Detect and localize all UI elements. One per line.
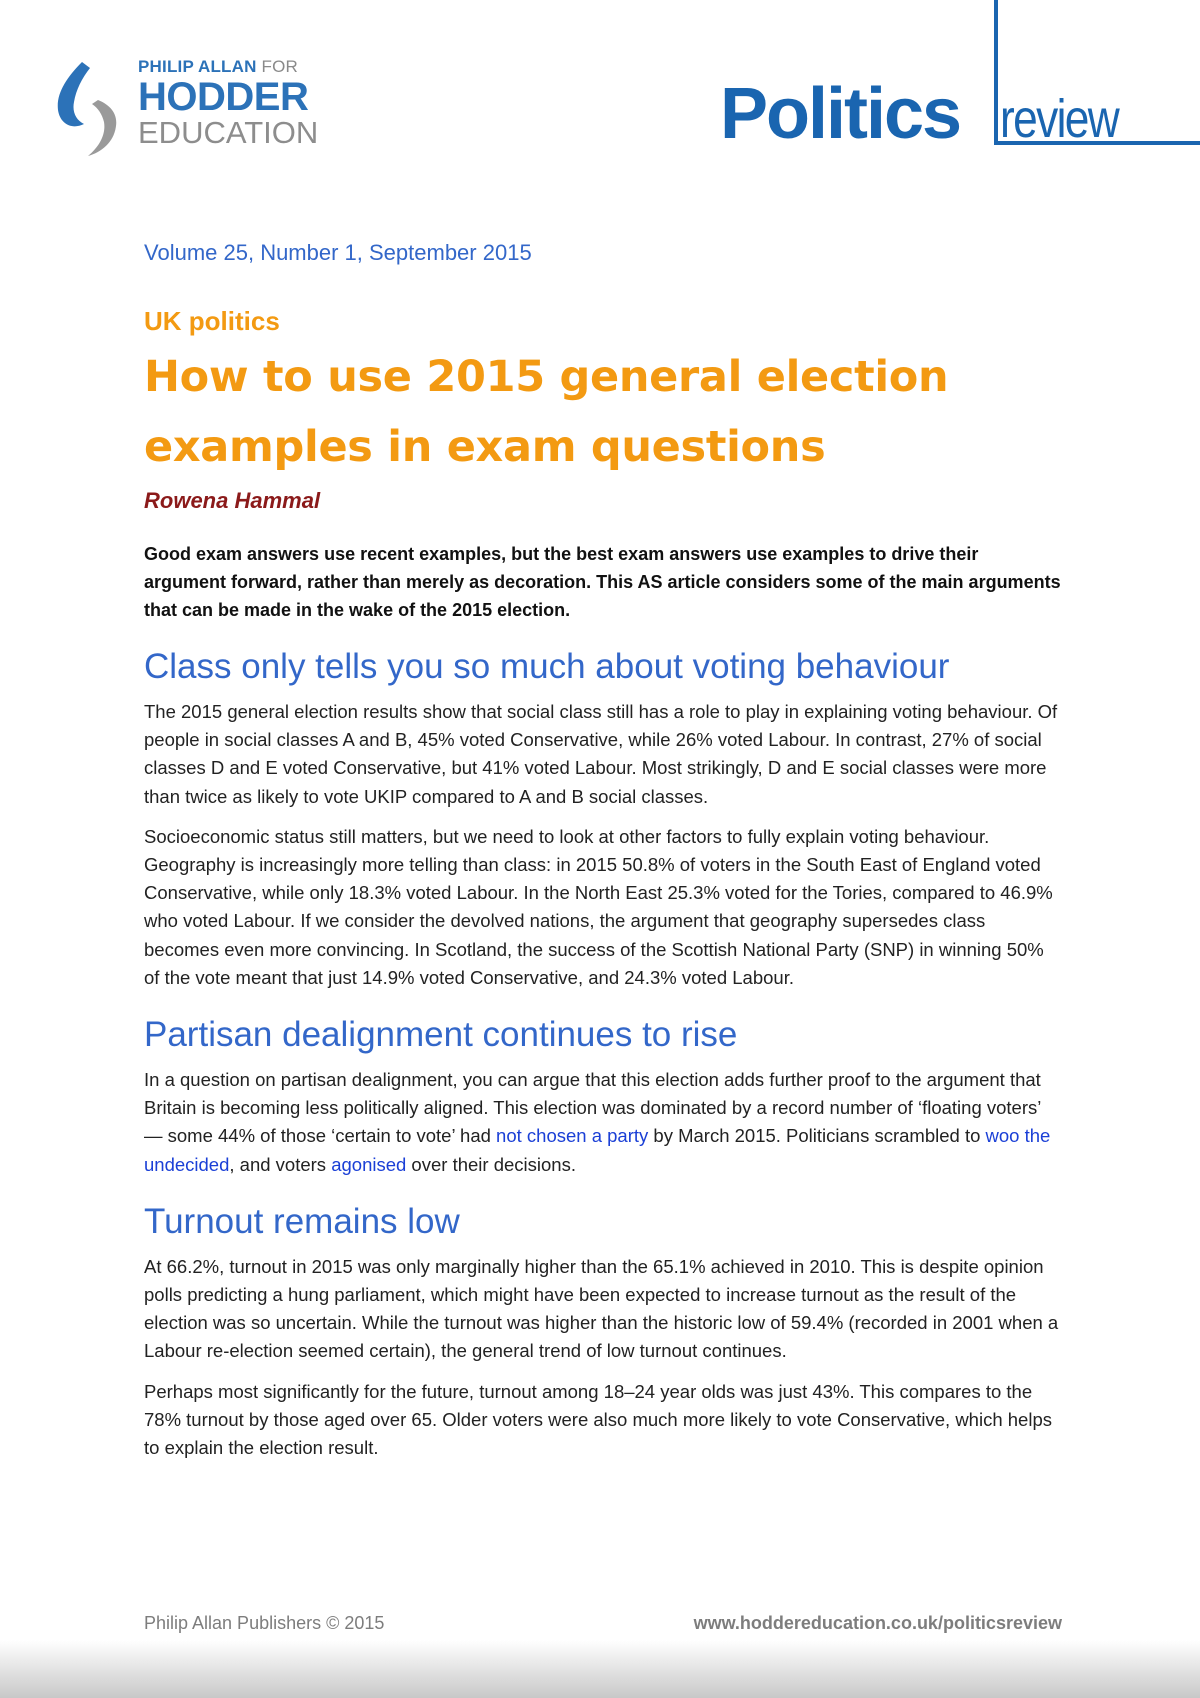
masthead-rule-vertical	[994, 0, 998, 145]
paragraph: The 2015 general election results show that social class still has a role to play in explaining voting behaviour. Of people in social classes A and B, 45% voted Conservative, while 26% voted Labour. In contrast, 27% of social classes D and E voted Conservative, but 41% voted Labour. Most strikingly, D and E social classes were more than twice as likely to vote UKIP compared to A and B social classes.	[144, 700, 1058, 807]
logo-line-education: EDUCATION	[138, 115, 319, 150]
not-chosen-a-party-link[interactable]: not chosen a party	[496, 1125, 649, 1147]
article-standfirst: Good exam answers use recent examples, but the best exam answers use examples to drive their argument forward, rather than merely as decoration. This AS article considers some of the main arguments that can be made in the wake of the 2015 election.	[144, 543, 1061, 620]
page-footer	[144, 1610, 1062, 1636]
section-label: UK politics	[144, 306, 280, 337]
publisher-logo	[52, 58, 352, 158]
article-title: How to use 2015 general election examples in exam questions	[144, 351, 949, 472]
article-author: Rowena Hammal	[144, 487, 321, 513]
section-heading-turnout: Turnout remains low	[144, 1201, 460, 1241]
footer-website: www.hoddereducation.co.uk/politicsreview	[693, 1613, 1062, 1633]
section-heading-dealignment: Partisan dealignment continues to rise	[144, 1015, 738, 1054]
footer-copyright: Philip Allan Publishers © 2015	[144, 1613, 385, 1633]
section-heading-class: Class only tells you so much about voting behaviour	[144, 646, 950, 686]
logo-wordmark	[138, 58, 318, 148]
paragraph: At 66.2%, turnout in 2015 was only marginally higher than the 65.1% achieved in 2010. This is despite opinion polls predicting a hung parliament, which might have been expected to increase turnout as the result of the election was so uncertain. While the turnout was higher than the historic low of 59.4% (recorded in 2001 when a Labour re-election seemed certain), the general trend of low turnout continues.	[144, 1255, 1059, 1362]
woo-the-undecided-link[interactable]: woo the undecided	[144, 1125, 1051, 1175]
masthead	[720, 0, 1200, 160]
masthead-title: Politics	[720, 74, 961, 154]
paragraph: In a question on partisan dealignment, you can argue that this election adds further proof to the argument that Britain is becoming less politically aligned. This election was dominated by a record number of ‘floating voters’ — some 44% of those ‘certain to vote’ had not chosen a party by March 2015. Politicians scrambled to woo the undecided, and voters agonised over their decisions.	[144, 1069, 1051, 1175]
hodder-swirl-icon	[52, 60, 124, 158]
page-bottom-shadow	[0, 1640, 1200, 1698]
logo-line-hodder: HODDER	[138, 75, 309, 119]
masthead-subtitle: review	[1000, 89, 1119, 149]
paragraph: Perhaps most significantly for the future, turnout among 18–24 year olds was just 43%. This compares to the 78% turnout by those aged over 65. Older voters were also much more likely to vote Conservative, which helps to explain the election result.	[144, 1380, 1052, 1459]
agonised-link[interactable]: agonised	[331, 1153, 407, 1175]
issue-info: Volume 25, Number 1, September 2015	[144, 240, 532, 265]
article	[144, 240, 1064, 1462]
logo-line-publisher: PHILIP ALLAN FOR	[138, 57, 298, 76]
paragraph: Socioeconomic status still matters, but we need to look at other factors to fully explain voting behaviour. Geography is increasingly more telling than class: in 2015 50.8% of voters in the South East of England voted Conservative, while only 18.3% voted Labour. In the North East 25.3% voted for the Tories, compared to 46.9% who voted Labour. If we consider the devolved nations, the argument that geography supersedes class becomes even more convincing. In Scotland, the success of the Scottish National Party (SNP) in winning 50% of the vote meant that just 14.9% voted Conservative, and 24.3% voted Labour.	[144, 825, 1053, 988]
